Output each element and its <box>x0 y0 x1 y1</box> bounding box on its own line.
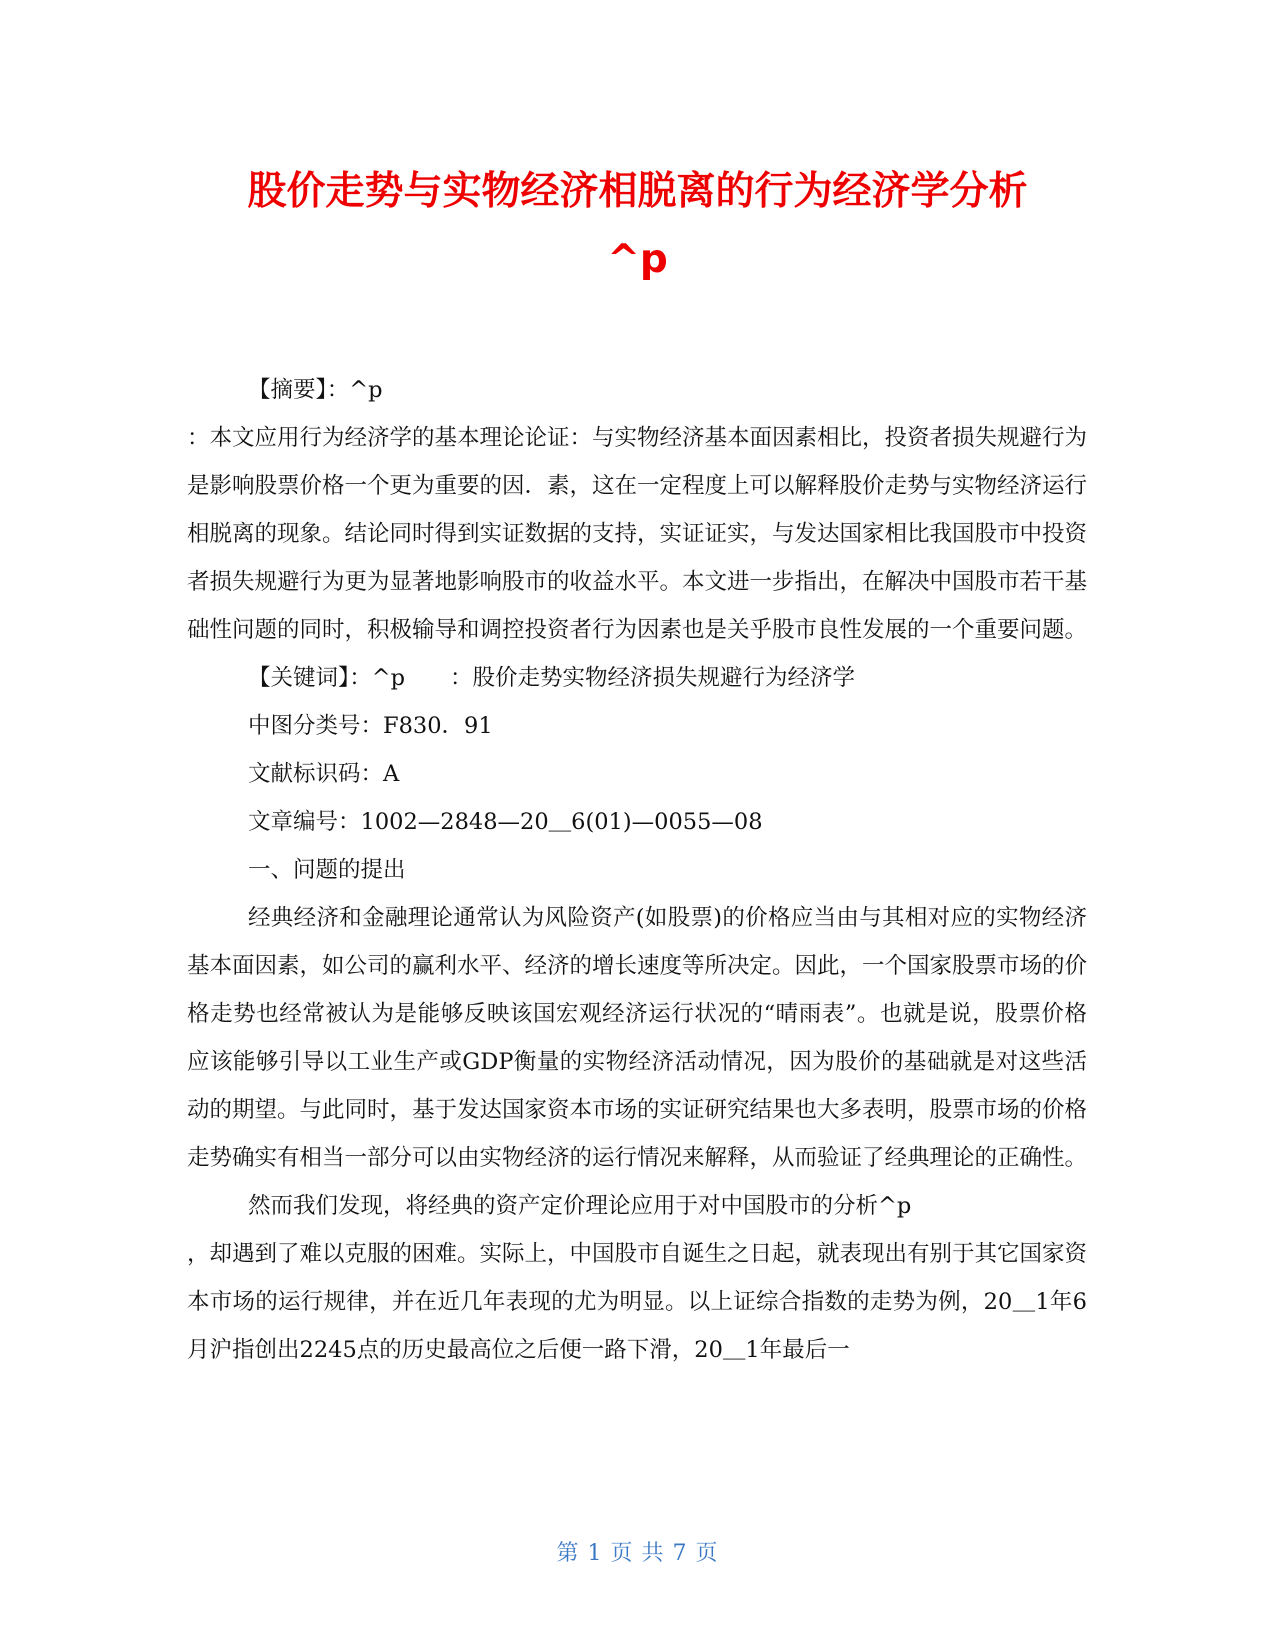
document-body <box>187 366 1087 1374</box>
page-footer <box>0 1536 1275 1567</box>
abstract-label: 【摘要】：^p <box>248 377 383 403</box>
document-title <box>150 158 1125 294</box>
footer-total-unit: 页 <box>695 1541 719 1566</box>
paragraph-1: 经典经济和金融理论通常认为风险资产(如股票)的价格应当由与其相对应的实物经济基本面因素，如公司的赢利水平、经济的增长速度等所决定。因此，一个国家股票市场的价格走势也经常被认为是能够反映该国宏观经济运行状况的“晴雨表”。也就是说，股票价格应该能够引导以工业生产或GDP衡量的实物经济活动情况，因为股价的基础就是对这些活动的期望。与此同时，基于发达国家资本市场的实证研究结果也大多表明，股票市场的价格走势确实有相当一部分可以由实物经济的运行情况来解释，从而验证了经典理论的正确性。 <box>187 905 1088 1171</box>
paragraph-2-continued: ，却遇到了难以克服的困难。实际上，中国股市自诞生之日起，就表现出有别于其它国家资本市场的运行规律，并在近几年表现的尤为明显。以上证综合指数的走势为例，20＿1年6月沪指创出2245点的历史最高位之后便一路下滑，20＿1年最后一 <box>187 1241 1088 1363</box>
article-number: 文章编号：1002—2848—20＿6(01)—0055—08 <box>248 809 763 835</box>
keywords-line: 【关键词】：^p ：股价走势实物经济损失规避行为经济学 <box>248 665 856 691</box>
title-line-2: ^p <box>607 237 668 282</box>
footer-total-pages: 7 <box>672 1541 688 1566</box>
document-code: 文献标识码：A <box>248 761 400 787</box>
paragraph-2-first-line: 然而我们发现，将经典的资产定价理论应用于对中国股市的分析^p <box>248 1193 912 1219</box>
footer-page-unit: 页 <box>610 1541 634 1566</box>
footer-total-label: 共 <box>641 1541 665 1566</box>
title-line-1: 股价走势与实物经济相脱离的行为经济学分析 <box>247 169 1028 214</box>
classification-number: 中图分类号：F830．91 <box>248 713 493 739</box>
section-heading: 一、问题的提出 <box>248 857 406 883</box>
footer-page-label: 第 <box>556 1541 580 1566</box>
abstract-text: ：本文应用行为经济学的基本理论论证：与实物经济基本面因素相比，投资者损失规避行为是影响股票价格一个更为重要的因．素，这在一定程度上可以解释股价走势与实物经济运行相脱离的现象。结论同时得到实证数据的支持，实证证实，与发达国家相比我国股市中投资者损失规避行为更为显著地影响股市的收益水平。本文进一步指出，在解决中国股市若干基础性问题的同时，积极输导和调控投资者行为因素也是关乎股市良性发展的一个重要问题。 <box>187 425 1088 643</box>
footer-page-number: 1 <box>587 1541 603 1566</box>
